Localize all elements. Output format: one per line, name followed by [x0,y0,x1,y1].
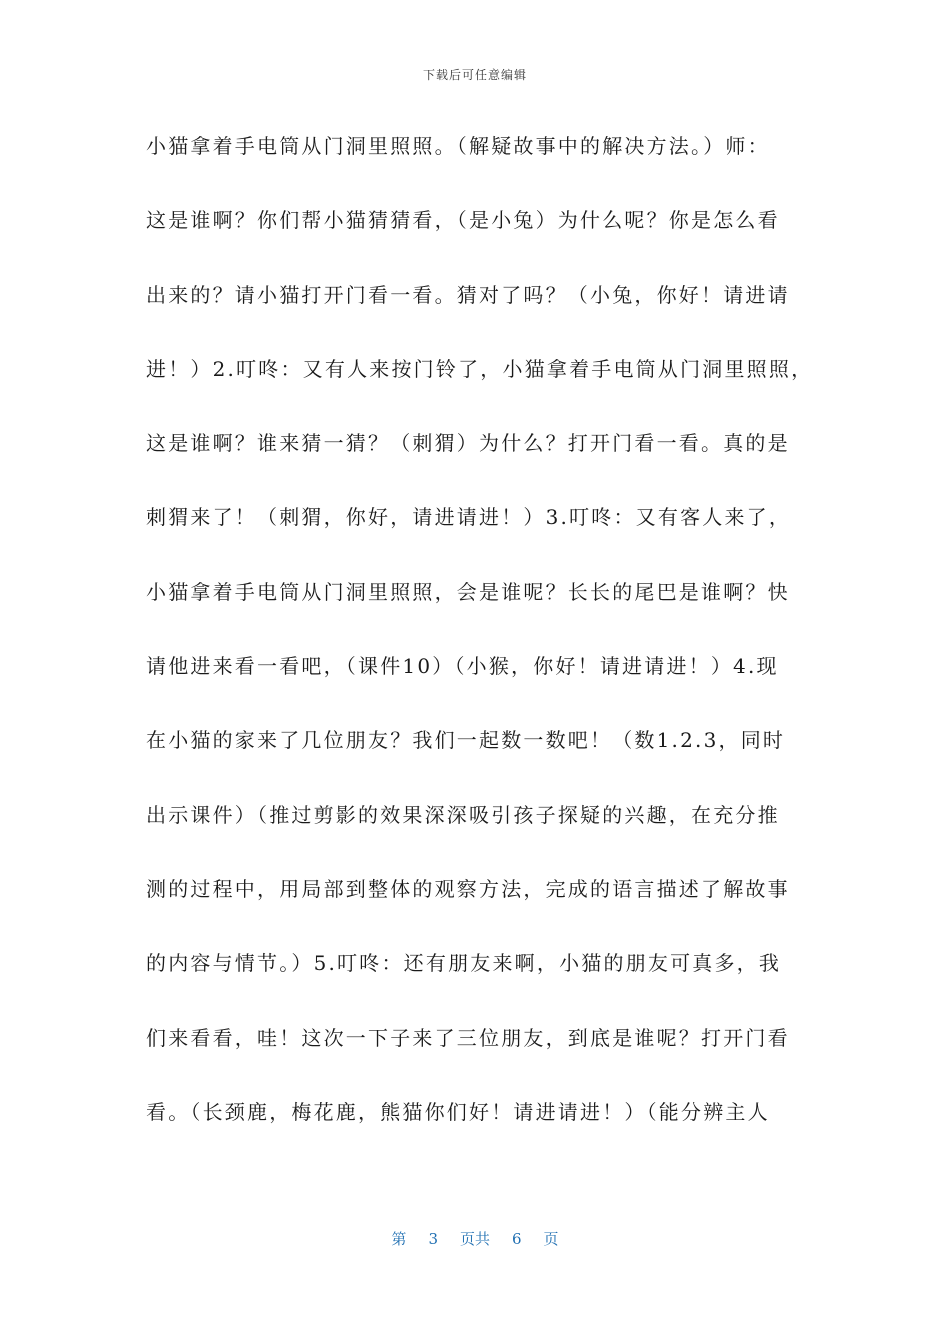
footer-suffix: 页 [543,1230,559,1248]
text-line: 看。（长颈鹿，梅花鹿，熊猫你们好！请进请进！）（能分辨主人 [146,1099,770,1124]
text-line: 这是谁啊？谁来猜一猜？（刺猬）为什么？打开门看一看。真的是 [146,431,790,456]
footer-total-pages: 6 [512,1230,522,1248]
text-line: 请他进来看一看吧，（课件10）（小猴，你好！请进请进！）4.现 [146,654,779,679]
text-line: 刺猬来了！（刺猬，你好，请进请进！）3.叮咚：又有客人来了， [146,505,792,530]
text-line: 测的过程中，用局部到整体的观察方法，完成的语言描述了解故事 [146,876,790,901]
text-line: 出来的？请小猫打开门看一看。猜对了吗？（小兔，你好！请进请 [146,282,790,307]
text-line: 这是谁啊？你们帮小猫猜猜看，（是小兔）为什么呢？你是怎么看 [146,208,780,233]
body-text [146,120,814,1160]
footer-middle: 页共 [459,1230,490,1248]
page-header: 下载后可任意编辑 [422,68,527,82]
text-line: 小猫拿着手电筒从门洞里照照，会是谁呢？长长的尾巴是谁啊？快 [146,579,790,604]
text-line: 进！）2.叮咚：又有人来按门铃了，小猫拿着手电筒从门洞里照照， [146,356,814,381]
text-line: 小猫拿着手电筒从门洞里照照。（解疑故事中的解决方法。）师： [146,134,770,158]
footer-page-number: 3 [428,1230,438,1248]
text-line: 们来看看，哇！这次一下子来了三位朋友，到底是谁呢？打开门看 [146,1025,790,1050]
text-line: 出示课件）（推过剪影的效果深深吸引孩子探疑的兴趣，在充分推 [146,802,780,827]
text-line: 的内容与情节。）5.叮咚：还有朋友来啊，小猫的朋友可真多，我 [146,951,782,976]
text-line: 在小猫的家来了几位朋友？我们一起数一数吧！（数1.2.3，同时 [146,728,786,753]
page-footer [0,1228,950,1249]
footer-prefix: 第 [391,1230,407,1248]
